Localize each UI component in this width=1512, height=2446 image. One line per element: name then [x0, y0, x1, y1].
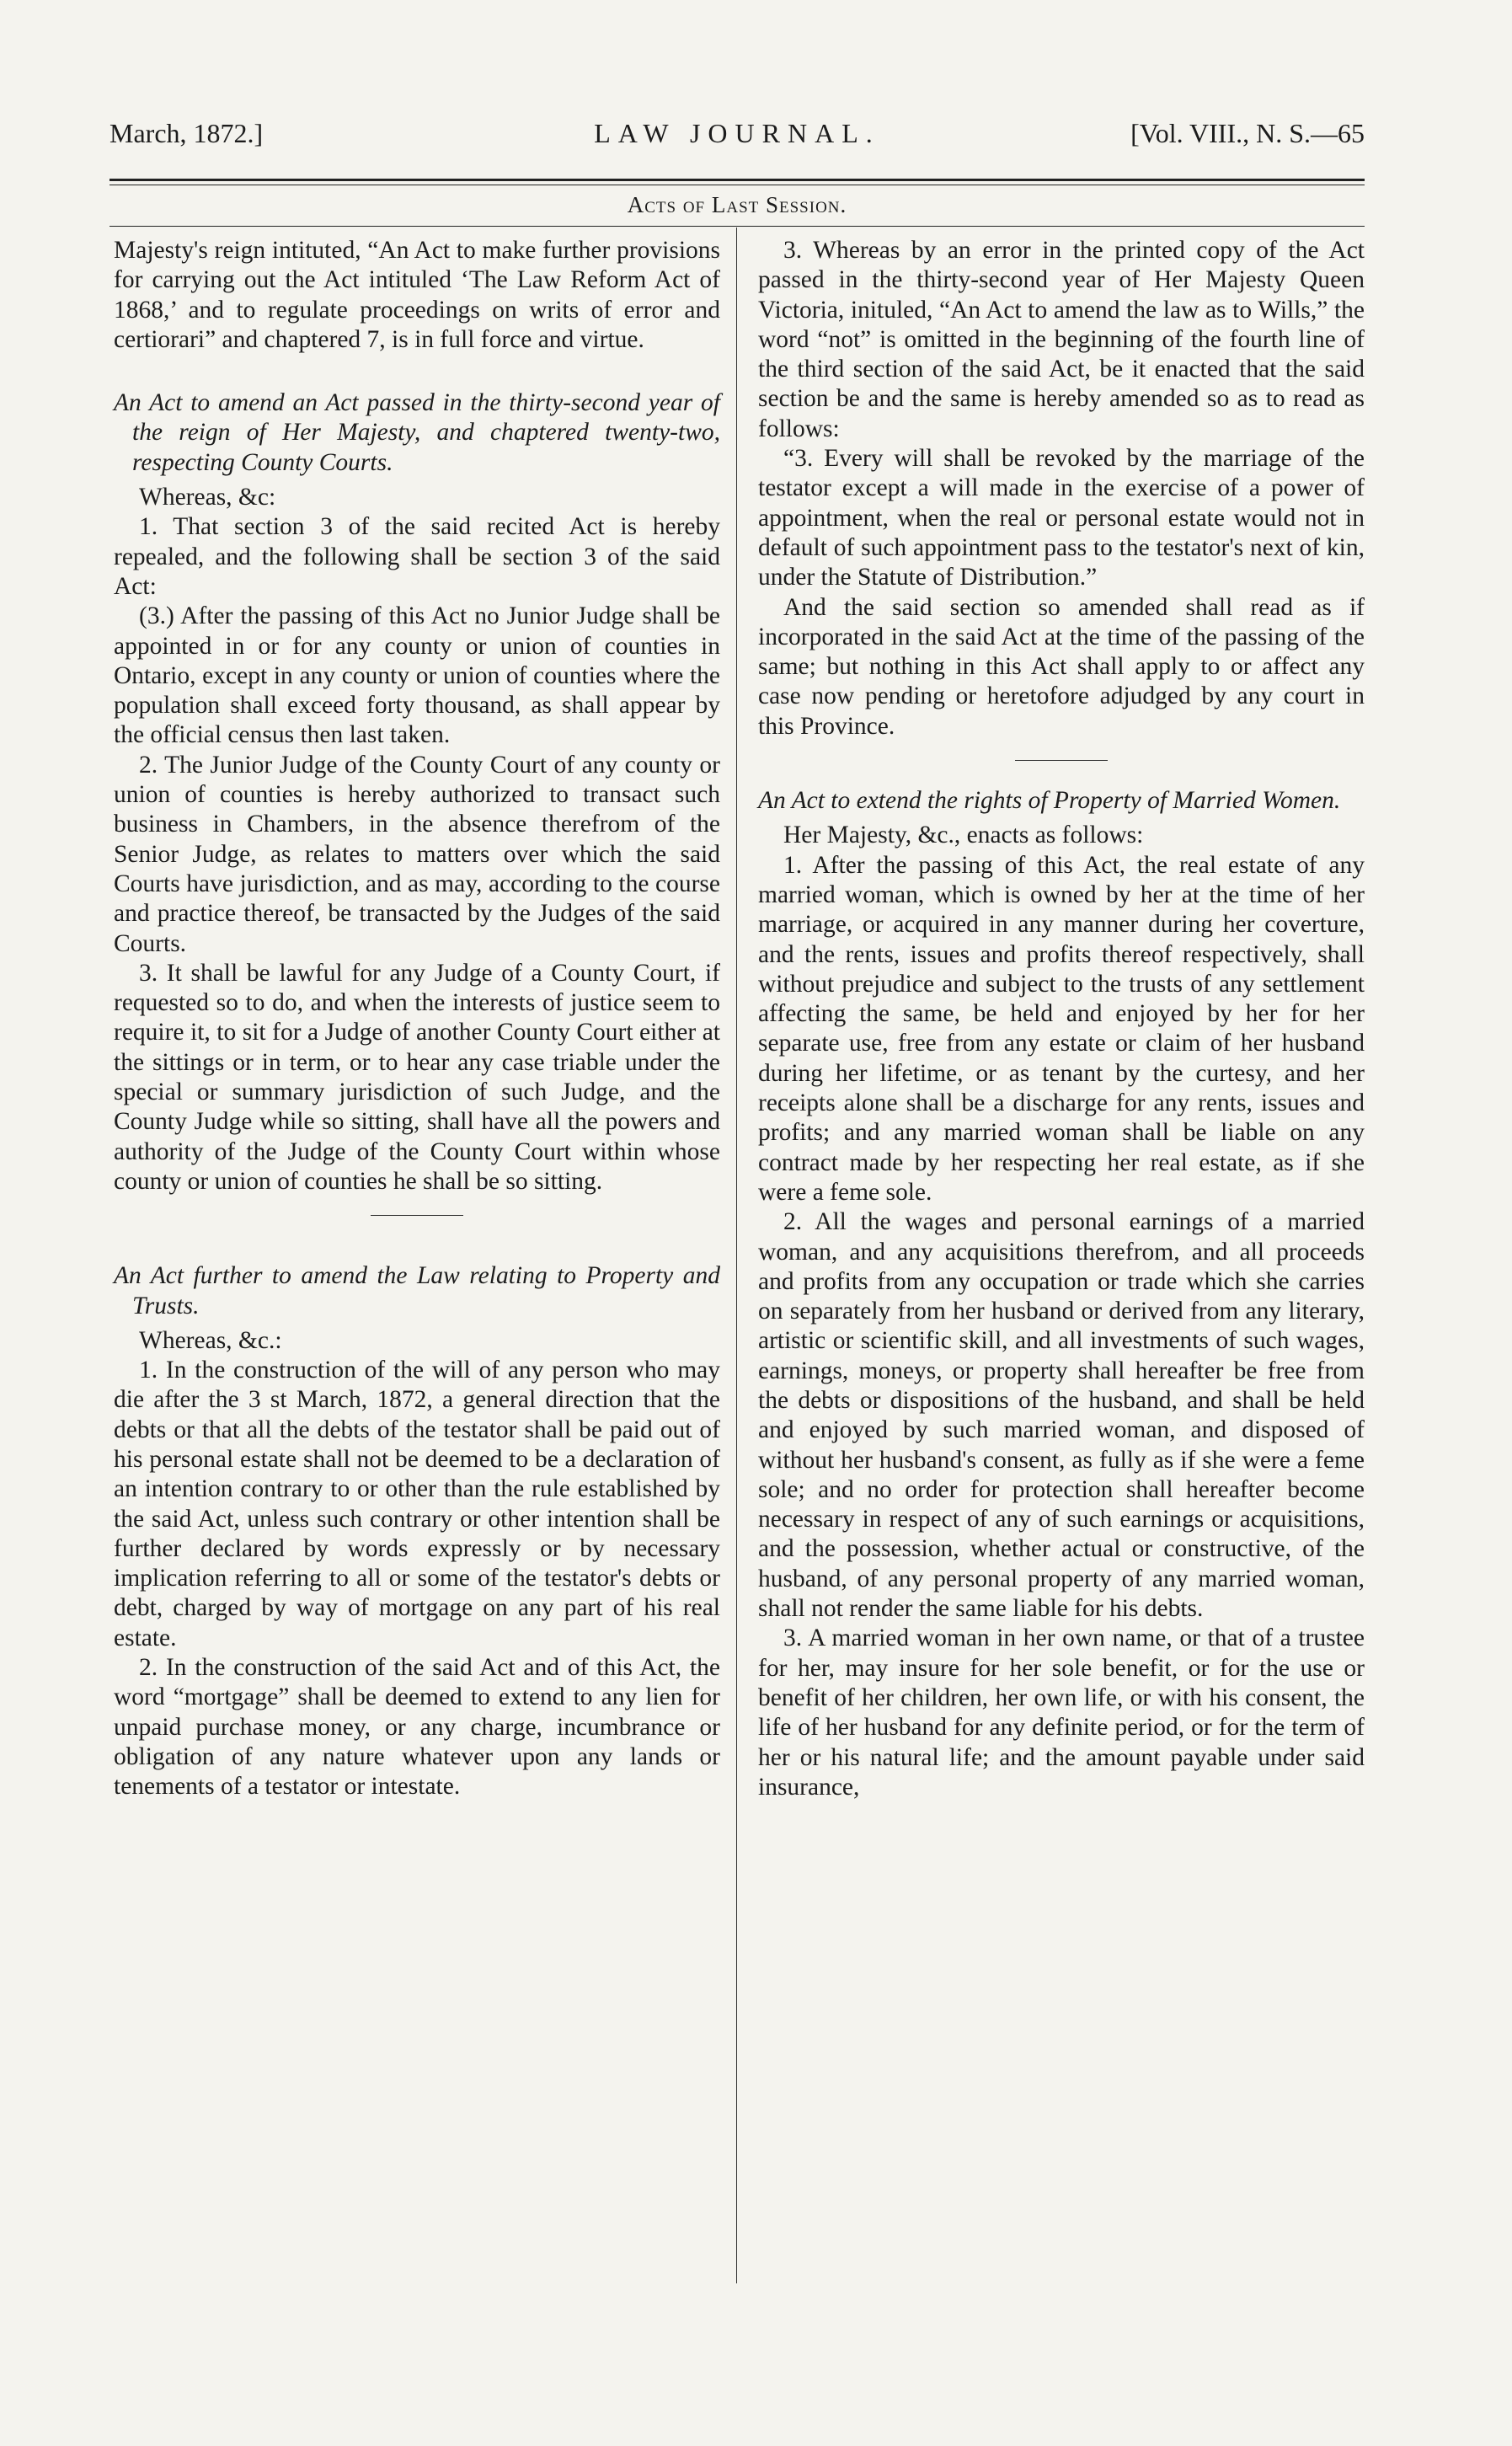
act-separator — [1015, 760, 1108, 761]
act-paragraph: 3. It shall be lawful for any Judge of a County Court, if requested so to do, and when the interests of justice seem to require it, to sit for a Judge of another County Court either at the sittings or in term, or to hear any case triable under the special or summary jurisdiction of such Judge, and the County Judge while so sitting, shall have all the powers and authority of the Judge of the County Court within whose county or union of counties he shall be so sitting. — [114, 959, 720, 1195]
column-divider — [736, 227, 737, 2283]
section-title: Acts of Last Session. — [627, 192, 847, 217]
act-paragraph: 2. In the construction of the said Act and of this Act, the word “mortgage” shall be deemed to extend to any lien for unpaid purchase money, or any charge, incumbrance or obligation of any nature whatever upon any lands or tenements of a testator or intestate. — [114, 1654, 720, 1801]
act-paragraph: (3.) After the passing of this Act no Junior Judge shall be appointed in or for any county or union of counties in Ontario, except in any county or union of counties where the population shall exceed forty thousand, as shall appear by the official census then last taken. — [114, 602, 720, 749]
act-paragraph: 1. After the passing of this Act, the real estate of any married woman, which is owned by her at the time of her marriage, or acquired in any manner during her coverture, and the rents, issues and profits thereof respectively, shall without prejudice and subject to the trusts of any settlement affecting the same, be held and enjoyed by her for her separate use, free from any estate or claim of her husband during her lifetime, or as tenant by the curtesy, and her receipts alone shall be a discharge for any rents, issues and profits; and any married woman shall be liable on any contract made by her respecting her real estate, as if she were a feme sole. — [758, 851, 1365, 1206]
section-rule — [110, 226, 1365, 227]
journal-title: LAW JOURNAL. — [594, 118, 880, 148]
act-title-married-women: An Act to extend the rights of Property of Married Women. — [758, 787, 1341, 815]
act-title-county-courts: An Act to amend an Act passed in the thirty-second year of the reign of Her Majesty, and chaptered twenty-two, respecting County Courts. — [114, 389, 720, 476]
act-paragraph: 3. Whereas by an error in the printed copy of the Act passed in the thirty-second year of Her Majesty Queen Victoria, inituled, “An Act to amend the law as to Wills,” the word “not” is omitted in the beginning of the fourth line of the third section of the said Act, be it enacted that the said section be and the same is hereby amended so as to read as follows: — [758, 237, 1365, 442]
act-preamble: Whereas, &c: — [139, 484, 276, 511]
volume-page: [Vol. VIII., N. S.—65 — [1130, 118, 1365, 148]
running-header — [110, 118, 1365, 169]
act-separator — [371, 1215, 463, 1216]
header-rule-thick — [110, 179, 1365, 181]
header-date: March, 1872.] — [110, 118, 264, 148]
act-paragraph: 3. A married woman in her own name, or that of a trustee for her, may insure for her sole benefit, or for the use or benefit of her children, her own life, or with his consent, the life of her husband for any definite period, or for the term of her or his natural life; and the amount payable under said insurance, — [758, 1624, 1365, 1801]
act-paragraph: 1. That section 3 of the said recited Act is hereby repealed, and the following shall be section 3 of the said Act: — [114, 513, 720, 600]
act-paragraph: 2. The Junior Judge of the County Court of any county or union of counties is hereby authorized to transact such business in Chambers, in the absence therefrom of the Senior Judge, as relates to matters over which the said Courts have jurisdiction, and as may, according to the course and practice thereof, be transacted by the Judges of the said Courts. — [114, 751, 720, 957]
act-paragraph: And the said section so amended shall read as if incorporated in the said Act at the time of the passing of the same; but nothing in this Act shall apply to or affect any case now pending or heretofore adjudged by any court in this Province. — [758, 593, 1365, 740]
right-column — [758, 236, 1365, 1802]
quoted-section: “3. Every will shall be revoked by the marriage of the testator except a will made in the exercise of a power of appointment, when the real or personal estate would not in default of such appointment pass to the testator's next of kin, under the Statute of Distribution.” — [758, 445, 1365, 591]
left-column — [114, 236, 720, 1802]
act-paragraph: 2. All the wages and personal earnings of a married woman, and any acquisitions therefrom, and all proceeds and profits from any occupation or trade which she carries on separately from her husband or derived from any literary, artistic or scientific skill, and all investments of such wages, earnings, moneys, or property shall hereafter be free from the debts or dispositions of the husband, and shall be held and enjoyed by such married woman, and disposed of without her husband's consent, as fully as if she were a feme sole; and no order for protection shall hereafter become necessary in respect of any of such earnings or acquisitions, and the possession, whether actual or constructive, of the husband, of any personal property of any married woman, shall not render the same liable for his debts. — [758, 1208, 1365, 1623]
act-title-property-trusts: An Act further to amend the Law relating to Property and Trusts. — [114, 1262, 720, 1319]
continuation-paragraph: Majesty's reign intituted, “An Act to make further provisions for carrying out the Act intituled ‘The Law Reform Act of 1868,’ and to regulate proceedings on writs of error and certiorari” and chaptered 7, is in full force and virtue. — [114, 237, 720, 353]
act-paragraph: 1. In the construction of the will of any person who may die after the 3 st March, 1872, a general direction that the debts or that all the debts of the testator shall be paid out of his personal estate shall not be deemed to be a declaration of an intention contrary to or other than the rule established by the said Act, unless such contrary or other intention shall be further declared by words expressly or by necessary implication referring to all or some of the testator's debts or debt, charged by way of mortgage on any part of his real estate. — [114, 1357, 720, 1651]
act-preamble: Whereas, &c.: — [139, 1326, 282, 1354]
act-preamble: Her Majesty, &c., enacts as follows: — [783, 822, 1144, 849]
